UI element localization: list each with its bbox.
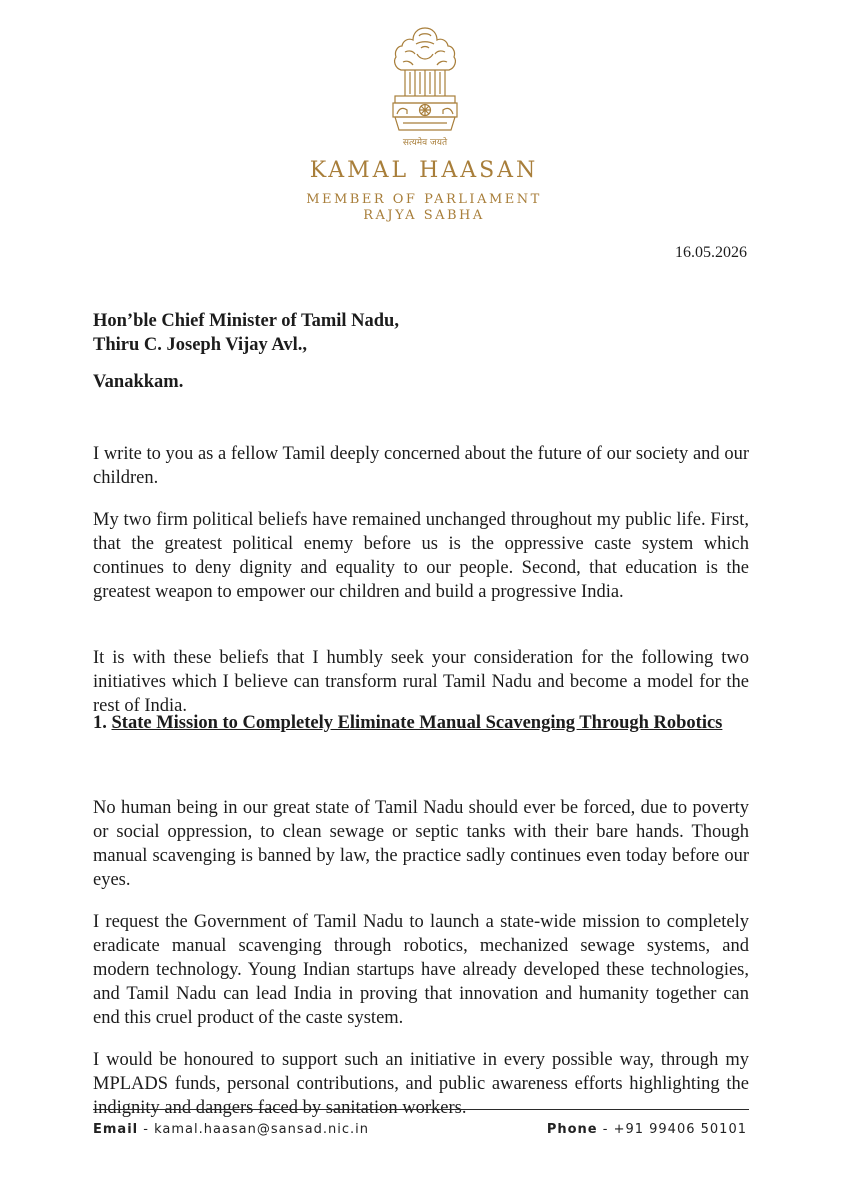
letter-date: 16.05.2026 <box>675 244 747 261</box>
phone-separator: - <box>602 1122 614 1137</box>
footer-divider <box>93 1109 749 1110</box>
paragraph-request: I request the Government of Tamil Nadu to launch a state-wide mission to completely eradicate manual scavenging through robotics, mechanized sewage systems, and modern technology. Young Indian startups have already developed these technologies, and Tamil Nadu can lead India in proving that innovation and humanity together can end this cruel product of the caste system. <box>93 911 749 1028</box>
letterhead-title-line2: RAJYA SABHA <box>363 208 485 223</box>
letterhead-title-line1: MEMBER OF PARLIAMENT <box>306 192 542 207</box>
footer-email <box>93 1122 369 1137</box>
national-emblem-icon <box>383 24 467 144</box>
addressee-line2: Thiru C. Joseph Vijay Avl., <box>93 335 307 355</box>
paragraph-problem: No human being in our great state of Tamil Nadu should ever be forced, due to poverty or social oppression, to clean sewage or septic tanks with their bare hands. Though manual scavenging is banned by law, the practice sadly continues even today before our eyes. <box>93 797 749 890</box>
letterhead-name: KAMAL HAASAN <box>309 158 539 183</box>
email-separator: - <box>143 1122 155 1137</box>
emblem-motto: सत्यमेव जयते <box>402 138 448 148</box>
paragraph-beliefs: My two firm political beliefs have remained unchanged throughout my public life. First, that the greatest political enemy before us is the oppressive caste system which continues to deny dignity and equality to our people. Second, that education is the greatest weapon to empower our children and build a progressive India. <box>93 509 749 602</box>
phone-label: Phone <box>546 1122 598 1137</box>
paragraph-initiatives: It is with these beliefs that I humbly seek your consideration for the following two initiatives which I believe can transform rural Tamil Nadu and become a model for the rest of India. <box>93 647 749 716</box>
section-heading <box>93 711 749 735</box>
section-title: State Mission to Completely Eliminate Manual Scavenging Through Robotics <box>111 713 723 733</box>
section-number: 1. <box>93 713 107 733</box>
email-label: Email <box>93 1122 139 1137</box>
paragraph-intro: I write to you as a fellow Tamil deeply concerned about the future of our society and our children. <box>93 443 749 488</box>
salutation: Vanakkam. <box>93 372 184 392</box>
email-value[interactable]: kamal.haasan@sansad.nic.in <box>154 1122 369 1137</box>
paragraph-support: I would be honoured to support such an initiative in every possible way, through my MPLADS funds, personal contributions, and public awareness efforts highlighting the indignity and dangers faced by sanitation workers. <box>93 1049 749 1118</box>
addressee-line1: Hon’ble Chief Minister of Tamil Nadu, <box>93 311 399 331</box>
phone-value[interactable]: +91 99406 50101 <box>613 1122 747 1137</box>
footer-phone <box>547 1122 747 1137</box>
addressee-block <box>93 309 749 357</box>
